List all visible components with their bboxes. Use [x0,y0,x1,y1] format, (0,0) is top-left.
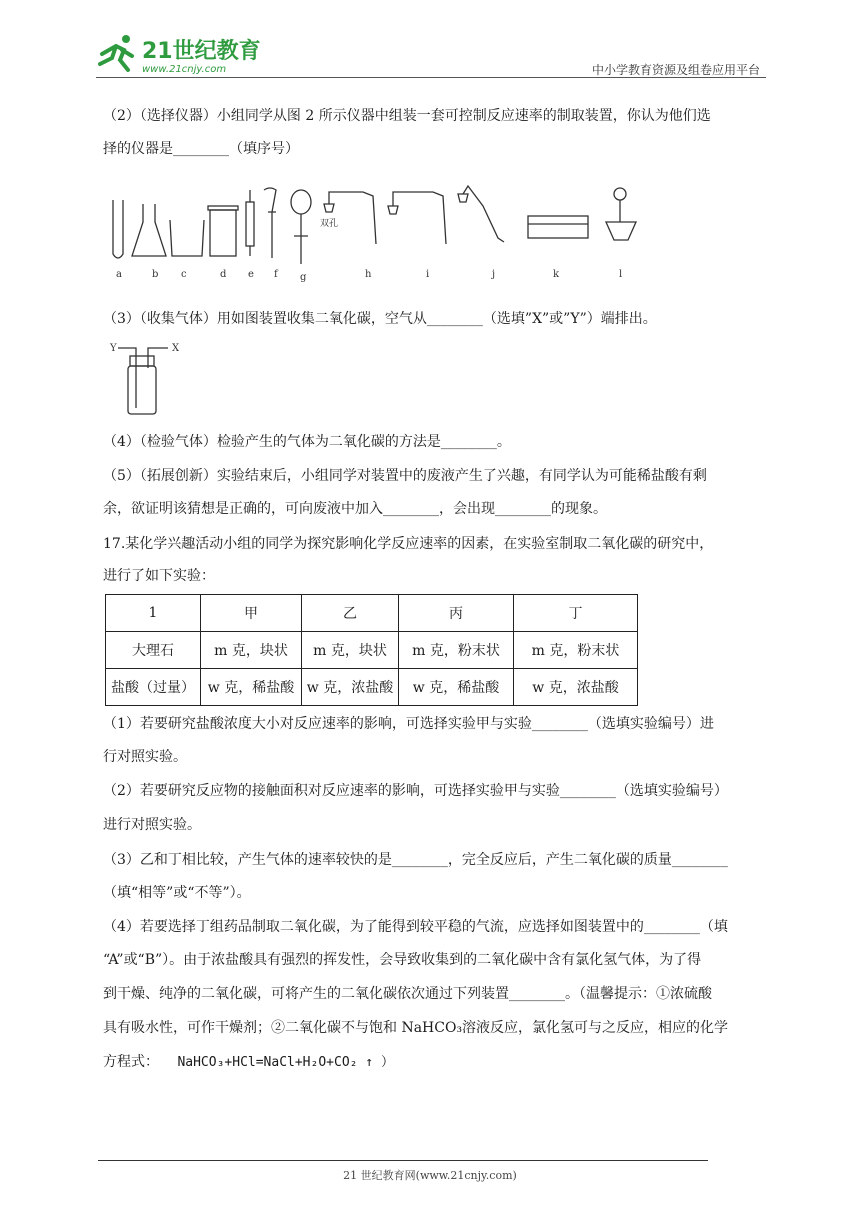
table-row [106,669,638,706]
table-cell: m 克，块状 [302,632,399,669]
test-tube-icon [113,200,123,258]
table-cell: w 克，稀盐酸 [201,669,302,706]
double-hole-label: 双孔 [320,219,339,229]
gas-jar-icon [208,206,238,256]
fig-label-i: i [426,269,430,280]
q17-intro-line1: 17.某化学兴趣活动小组的同学为探究影响化学反应速率的因素，在实验室制取二氧化碳的研究中， [103,536,714,552]
chemical-equation: NaHCO₃+HCl=NaCl+H₂O+CO₂ ↑ ） [177,1055,394,1070]
q16-part5-line2: 余，欲证明该猜想是正确的，可向废液中加入________，会出现________的现象。 [103,501,607,517]
table-cell: w 克，浓盐酸 [302,669,399,706]
table-cell: m 克，粉末状 [399,632,514,669]
q17-s1-line2: 行对照实验。 [103,749,187,765]
table-cell: m 克，粉末状 [514,632,638,669]
q16-part4: （4）（检验气体）检验产生的气体为二氧化碳的方法是________。 [103,434,511,450]
funnel-icon [264,188,276,258]
fig-label-k: k [553,269,560,280]
port-x-label: X [172,343,180,354]
q17-intro-line2: 进行了如下实验： [103,568,215,584]
stopper-tube-icon [388,192,446,244]
q17-s1-line1: （1）若要研究盐酸浓度大小对反应速率的影响，可选择实验甲与实验________（选填实验编号）进 [103,716,714,732]
collection-bottle-figure [108,338,188,418]
formula-prefix: 方程式： [103,1054,159,1070]
table-cell: w 克，浓盐酸 [514,669,638,706]
fig-label-e: e [248,269,254,280]
q17-s3-line2: （填“相等”或“不等”）。 [103,885,251,901]
table-cell: 1 [106,595,201,632]
q17-s3-line1: （3）乙和丁相比较，产生气体的速率较快的是________，完全反应后，产生二氧化碳的质量________ [103,852,728,868]
table-cell: w 克，稀盐酸 [399,669,514,706]
fig-label-b: b [152,269,159,280]
platform-name: 中小学教育资源及组卷应用平台 [591,63,760,77]
footer-text: 21 世纪教育网(www.21cnjy.com) [343,1169,517,1182]
alcohol-lamp-icon [606,188,636,240]
fig-label-d: d [220,269,227,280]
header-divider [96,77,766,78]
q17-s2-line1: （2）若要研究反应物的接触面积对反应速率的影响，可选择实验甲与实验________（选填实验编号） [103,783,728,799]
port-y-label: Y [110,343,117,354]
q17-s4-line1: （4）若要选择丁组药品制取二氧化碳，为了能得到较平稳的气流，应选择如图装置中的________（填 [103,919,728,935]
table-cell: 盐酸（过量） [106,669,201,706]
q17-s4-line5 [103,1052,394,1073]
fig-label-a: a [116,269,122,280]
table-cell: 乙 [302,595,399,632]
table-cell: 丙 [399,595,514,632]
svg-text:www.21cnjy.com: www.21cnjy.com [142,64,227,75]
fig-label-c: c [181,269,187,280]
q17-s2-line2: 进行对照实验。 [103,817,201,833]
fig-label-f: f [274,269,278,280]
q17-s4-line3: 到干燥、纯净的二氧化碳，可将产生的二氧化碳依次通过下列装置________。（温馨提示：①浓硫酸 [103,986,712,1002]
q17-s4-line2: “A”或“B”）。由于浓盐酸具有强烈的挥发性，会导致收集到的二氧化碳中含有氯化氢气体，为了得 [103,952,702,968]
svg-text:21世纪教育: 21世纪教育 [142,39,261,64]
q16-part2-line1: （2）（选择仪器）小组同学从图 2 所示仪器中组装一套可控制反应速率的制取装置，你认为他们选 [103,108,711,124]
bent-tube-icon [458,186,504,242]
q17-s4-line4: 具有吸水性，可作干燥剂；②二氧化碳不与饱和 NaHCO₃溶液反应，氯化氢可与之反应，相应的化学 [103,1020,729,1036]
table-header-row [106,595,638,632]
conical-flask-icon [132,204,166,256]
table-cell: m 克，块状 [201,632,302,669]
fig-label-g: g [300,272,307,282]
separatory-funnel-icon [291,190,311,264]
table-row [106,632,638,669]
fig-label-j: j [492,269,496,280]
table-cell: 丁 [514,595,638,632]
table-cell: 大理石 [106,632,201,669]
q16-part5-line1: （5）（拓展创新）实验结束后，小组同学对装置中的废液产生了兴趣，有同学认为可能稀盐酸有剩 [103,468,707,484]
fig-label-h: h [365,269,372,280]
footer-divider [98,1160,708,1161]
q16-part2-line2: 择的仪器是________（填序号） [103,141,299,157]
syringe-icon [246,190,254,256]
double-hole-stopper-icon [324,192,376,244]
experiment-table [105,594,638,706]
site-logo [94,28,264,78]
table-cell: 甲 [201,595,302,632]
fig-label-l: l [619,269,623,280]
beaker-icon [170,220,204,256]
figure-2-instruments [108,182,653,282]
q16-part3: （3）（收集气体）用如图装置收集二氧化碳，空气从________（选填”X”或”Y”）端排出。 [103,311,657,327]
runner-icon [100,35,132,70]
water-trough-icon [528,216,588,238]
